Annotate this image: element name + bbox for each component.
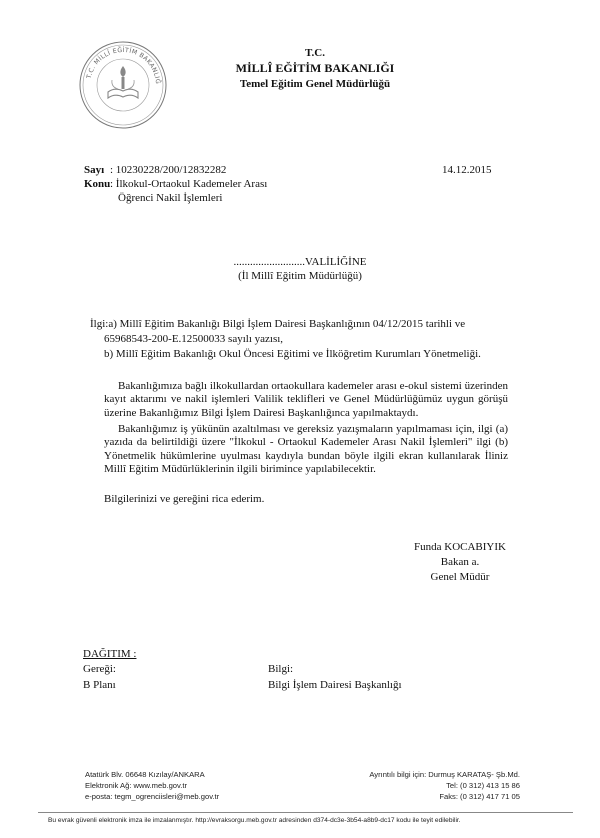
recipient-line1: ..........................VALİLİĞİNE <box>233 256 367 268</box>
recipient-line2: (İl Millî Eğitim Müdürlüğü) <box>238 270 362 282</box>
konu-label: Konu <box>84 178 111 190</box>
seal-ring-text: T.C. MİLLÎ EĞİTİM BAKANLIĞ <box>85 46 162 85</box>
reference-a-line1: İlgi:a) Millî Eğitim Bakanlığı Bilgi İşlem Dairesi Başkanlığının 04/12/2015 tarihli ve <box>90 318 466 330</box>
body-paragraph-1: Bakanlığımıza bağlı ilkokullardan ortaokullara kademeler arası e-okul sistemi üzerinden kayıt aktarımı ve nakil işlemleri Valilik teklifleri ve Genel Müdürlüğümüz uygun görüşü üzerine Bakanlığımız Bilgi İşlem Dairesi Başkanlığınca yapılmaktaydı. <box>104 380 508 419</box>
footer-address: Atatürk Blv. 06648 Kızılay/ANKARA <box>85 770 205 779</box>
svg-text:T.C. MİLLÎ EĞİTİM BAKANLIĞI <box>78 40 163 84</box>
signatory-name: Funda KOCABIYIK <box>414 541 506 553</box>
reference-a-line2: 65968543-200-E.12500033 sayılı yazısı, <box>104 333 284 345</box>
header-directorate: Temel Eğitim Genel Müdürlüğü <box>239 78 391 90</box>
distribution-heading: DAĞITIM : <box>83 648 137 660</box>
body-paragraph-3: Bilgilerinizi ve gereğini rica ederim. <box>104 493 265 505</box>
footer-contact: Ayrıntılı bilgi için: Durmuş KARATAŞ- Şb.Md. <box>369 770 520 779</box>
ministry-seal <box>78 40 168 130</box>
document-date: 14.12.2015 <box>442 164 492 176</box>
header-tc: T.C. <box>305 47 325 59</box>
konu-value-line1: : İlkokul-Ortaokul Kademeler Arası <box>110 178 268 190</box>
body-paragraph-2: Bakanlığımız iş yükünün azaltılması ve gereksiz yazışmaların yapılmaması için, ilgi (a) yazıda da belirtildiği üzere "İlkokul - Ortaokul Kademeler Arası Nakil İşlemleri" ilgi (b) Yönetmelik hükümlerine uyulması kaydıyla bundan böyle ilgili ekran kullanılarak İliniz Millî Eğitim Müdürlüklerinin ilgili birimince yapılabilecektir. <box>104 423 508 476</box>
sayi-value: : 10230228/200/12832282 <box>110 164 227 176</box>
konu-value-line2: Öğrenci Nakil İşlemleri <box>118 192 223 204</box>
footer-divider <box>38 812 573 813</box>
distribution-gereği-value: B Planı <box>83 679 116 691</box>
signatory-title1: Bakan a. <box>440 556 480 568</box>
footer-web: Elektronik Ağ: www.meb.gov.tr <box>85 781 187 790</box>
footer-fax: Faks: (0 312) 417 71 05 <box>439 792 520 801</box>
footer-tel: Tel: (0 312) 413 15 86 <box>446 781 520 790</box>
header-ministry: MİLLÎ EĞİTİM BAKANLIĞI <box>235 61 395 75</box>
distribution-bilgi-label: Bilgi: <box>268 663 294 675</box>
distribution-gereği-label: Gereği: <box>83 663 116 675</box>
footer-verification: Bu evrak güvenli elektronik imza ile imzalanmıştır. http://evraksorgu.meb.gov.tr adresinden d374-dc3e-3b54-a8b9-dc17 kodu ile teyit edilebilir. <box>48 817 461 824</box>
distribution-bilgi-value: Bilgi İşlem Dairesi Başkanlığı <box>268 679 402 691</box>
signatory-title2: Genel Müdür <box>430 571 490 583</box>
reference-b: b) Millî Eğitim Bakanlığı Okul Öncesi Eğitimi ve İlköğretim Kurumları Yönetmeliği. <box>104 348 481 360</box>
sayi-label: Sayı <box>84 164 105 176</box>
footer-email: e-posta: tegm_ogrenciisleri@meb.gov.tr <box>85 792 220 801</box>
